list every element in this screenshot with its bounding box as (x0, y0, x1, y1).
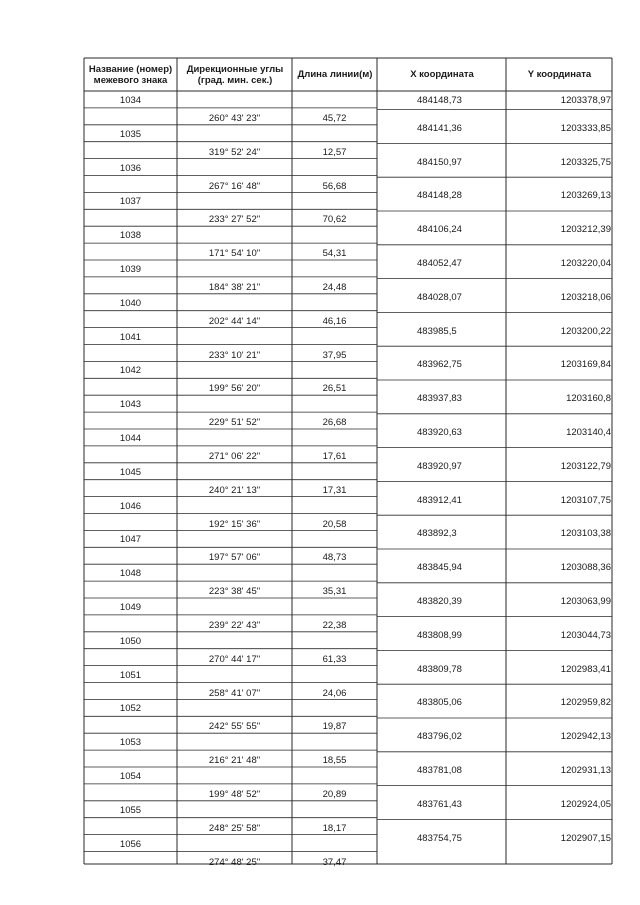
line-length: 54,31 (322, 248, 347, 260)
y-coordinate: 1203169,84 (560, 359, 611, 371)
header-name: Название (номер) межевого знака (88, 63, 173, 86)
point-name: 1034 (119, 95, 142, 106)
x-coordinate: 484052,47 (417, 258, 462, 269)
line-length: 45,72 (322, 112, 347, 124)
point-name: 1042 (119, 365, 142, 377)
y-coordinate: 1203107,75 (560, 494, 611, 506)
point-name: 1047 (119, 534, 142, 546)
point-name: 1048 (119, 568, 142, 580)
y-coordinate: 1203103,38 (560, 528, 611, 540)
y-coordinate: 1202924,05 (560, 798, 611, 810)
y-coordinate: 1202959,82 (560, 697, 611, 709)
line-length: 70,62 (322, 214, 347, 226)
x-coordinate: 484148,28 (417, 190, 462, 202)
direction-angle: 233° 10' 21" (208, 349, 261, 361)
line-length: 35,31 (322, 586, 347, 598)
y-coordinate: 1203160,8 (566, 393, 611, 405)
x-coordinate: 484106,24 (417, 224, 462, 236)
direction-angle: 223° 38' 45" (208, 586, 261, 598)
x-coordinate: 483754,75 (417, 832, 462, 844)
y-coordinate: 1203325,75 (560, 156, 611, 168)
point-name: 1050 (119, 635, 142, 647)
direction-angle: 319° 52' 24" (208, 146, 261, 158)
x-coordinate: 483937,83 (417, 393, 462, 405)
point-name: 1049 (119, 602, 142, 613)
y-coordinate: 1203088,36 (560, 562, 611, 574)
direction-angle: 171° 54' 10" (208, 248, 261, 260)
y-coordinate: 1203333,85 (560, 122, 611, 134)
direction-angle: 192° 15' 36" (208, 518, 261, 530)
point-name: 1044 (119, 433, 142, 444)
x-coordinate: 483962,75 (417, 359, 462, 371)
direction-angle: 260° 43' 23" (208, 112, 261, 124)
line-length: 24,06 (322, 687, 347, 699)
x-coordinate: 484028,07 (417, 291, 462, 303)
point-name: 1038 (119, 230, 142, 242)
line-length: 12,57 (322, 146, 347, 158)
line-length: 56,68 (322, 180, 347, 192)
line-length: 48,73 (322, 552, 347, 564)
direction-angle: 248° 25' 58" (208, 822, 261, 834)
point-name: 1039 (119, 264, 142, 275)
line-length: 26,51 (322, 383, 347, 395)
y-coordinate: 1203212,39 (560, 224, 611, 236)
line-length: 18,17 (322, 822, 347, 834)
point-name: 1056 (119, 838, 142, 850)
point-name: 1051 (119, 669, 142, 681)
x-coordinate: 483985,5 (417, 325, 457, 337)
direction-angle: 197° 57' 06" (208, 552, 261, 564)
direction-angle: 233° 27' 52" (208, 214, 261, 226)
point-name: 1046 (119, 500, 142, 512)
direction-angle: 271° 06' 22" (208, 450, 261, 462)
point-name: 1035 (119, 128, 142, 140)
line-length: 20,89 (322, 788, 347, 800)
y-coordinate: 1203044,73 (560, 629, 611, 641)
direction-angle: 239° 22' 43" (208, 619, 261, 631)
y-coordinate: 1203122,79 (560, 460, 611, 472)
point-name: 1053 (119, 737, 142, 749)
x-coordinate: 483781,08 (417, 765, 462, 776)
direction-angle: 258° 41' 07" (208, 687, 261, 699)
line-length: 37,95 (322, 349, 347, 361)
line-length: 37,47 (322, 856, 347, 868)
x-coordinate: 483920,97 (417, 460, 462, 472)
direction-angle: 270° 44' 17" (208, 653, 261, 665)
y-coordinate: 1202983,41 (560, 663, 611, 675)
line-length: 20,58 (322, 518, 347, 530)
header-y: Y координата (527, 69, 592, 80)
point-name: 1043 (119, 399, 142, 411)
y-coordinate: 1203220,04 (560, 258, 611, 269)
direction-angle: 242° 55' 55" (208, 721, 261, 733)
direction-angle: 202° 44' 14" (208, 315, 261, 327)
point-name: 1052 (119, 703, 142, 715)
y-coordinate: 1203140,4 (566, 427, 611, 438)
x-coordinate: 483892,3 (417, 528, 457, 540)
y-coordinate: 1203063,99 (560, 596, 611, 607)
y-coordinate: 1203269,13 (560, 190, 611, 202)
point-name: 1055 (119, 804, 142, 816)
direction-angle: 274° 48' 25" (208, 856, 261, 868)
x-coordinate: 483809,78 (417, 663, 462, 675)
x-coordinate: 484150,97 (417, 156, 462, 168)
x-coordinate: 483796,02 (417, 731, 462, 743)
line-length: 17,31 (322, 484, 347, 496)
point-name: 1040 (119, 297, 142, 309)
line-length: 18,55 (322, 755, 347, 767)
x-coordinate: 483808,99 (417, 629, 462, 641)
y-coordinate: 1202931,13 (560, 765, 611, 776)
x-coordinate: 483761,43 (417, 798, 462, 810)
point-name: 1037 (119, 196, 142, 208)
line-length: 26,68 (322, 417, 347, 429)
direction-angle: 240° 21' 13" (208, 484, 261, 496)
x-coordinate: 483845,94 (417, 562, 462, 574)
x-coordinate: 483820,39 (417, 596, 462, 607)
line-length: 17,61 (322, 450, 347, 462)
header-length: Длина линии(м) (297, 69, 373, 80)
header-x: X координата (410, 69, 474, 80)
header-angle: Дирекционные углы (град. мин. сек.) (186, 63, 284, 86)
direction-angle: 199° 48' 52" (208, 788, 261, 800)
direction-angle: 229° 51' 52" (208, 417, 261, 429)
line-length: 24,48 (322, 281, 347, 293)
point-name: 1041 (119, 331, 142, 343)
y-coordinate: 1203200,22 (560, 325, 611, 337)
x-coordinate: 483912,41 (417, 494, 462, 506)
x-coordinate: 483805,06 (417, 697, 462, 709)
line-length: 19,87 (322, 721, 347, 733)
direction-angle: 184° 38' 21" (208, 281, 261, 293)
line-length: 61,33 (322, 653, 347, 665)
y-coordinate: 1203218,06 (560, 291, 611, 303)
x-coordinate: 484148,73 (417, 95, 462, 106)
y-coordinate: 1202942,13 (560, 731, 611, 743)
point-name: 1045 (119, 466, 142, 478)
point-name: 1054 (119, 771, 142, 782)
direction-angle: 216° 21' 48" (208, 755, 261, 767)
y-coordinate: 1202907,15 (560, 832, 611, 844)
y-coordinate: 1203378,97 (560, 95, 611, 106)
direction-angle: 199° 56' 20" (208, 383, 261, 395)
direction-angle: 267° 16' 48" (208, 180, 261, 192)
line-length: 22,38 (322, 619, 347, 631)
line-length: 46,16 (322, 315, 347, 327)
point-name: 1036 (119, 162, 142, 174)
x-coordinate: 484141,36 (417, 122, 462, 134)
x-coordinate: 483920,63 (417, 427, 462, 438)
